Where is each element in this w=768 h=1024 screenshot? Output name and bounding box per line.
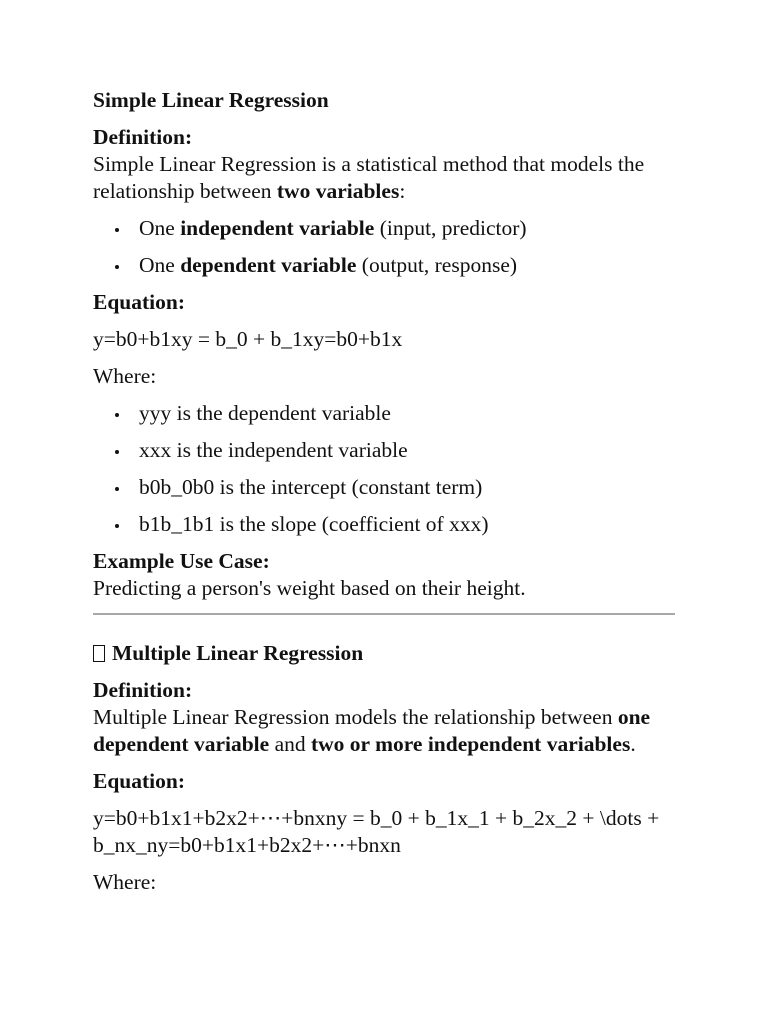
list-item-text: (input, predictor) [374,216,527,240]
example-label: Example Use Case: [93,549,270,573]
definition-text: Multiple Linear Regression models the relationship between [93,705,618,729]
equation-label: Equation: [93,769,186,793]
list-item: b1b_1b1 is the slope (coefficient of xxx) [93,511,675,538]
example-text: Predicting a person's weight based on their height. [93,576,526,600]
where-label: Where: [93,870,157,894]
missing-glyph-icon [93,645,105,662]
equation-label: Equation: [93,290,186,314]
list-item-text: (output, response) [356,253,518,277]
list-item: xxx is the independent variable [93,437,675,464]
list-item [93,252,675,279]
definition-bold-term: one dependent variable [93,705,651,756]
section-title-text: Multiple Linear Regression [112,641,364,665]
variable-list [93,215,675,279]
equation-text: y=b0+b1xy = b_0 + b_1xy=b0+b1x [93,327,403,351]
definition-bold-term: two variables [276,179,400,203]
definition-colon: : [399,179,406,203]
list-item-bold: dependent variable [180,253,357,277]
horizontal-rule [93,613,675,615]
list-item-text: One [139,253,181,277]
definition-label: Definition: [93,678,193,702]
list-item [93,215,675,242]
equation-text: y=b0+b1x1+b2x2+⋯+bnxny = b_0 + b_1x_1 + b_2x_2 + \dots + b_nx_ny=b0+b1x1+b2x2+⋯+bnxn [93,806,660,857]
where-label: Where: [93,364,157,388]
definition-text: and [269,732,311,756]
document-page [93,86,675,896]
list-item: b0b_0b0 is the intercept (constant term) [93,474,675,501]
definition-text: Simple Linear Regression is a statistical method that models the relationship between [93,152,645,203]
list-item-bold: independent variable [180,216,375,240]
definition-paragraph [93,704,675,758]
section-title-simple-linear-regression: Simple Linear Regression [93,88,329,112]
definition-bold-term: two or more independent variables [311,732,631,756]
definition-label: Definition: [93,125,193,149]
where-list [93,400,675,538]
list-item: yyy is the dependent variable [93,400,675,427]
section-title-multiple-linear-regression [93,640,675,667]
list-item-text: One [139,216,181,240]
definition-period: . [630,732,636,756]
definition-paragraph [93,151,675,205]
